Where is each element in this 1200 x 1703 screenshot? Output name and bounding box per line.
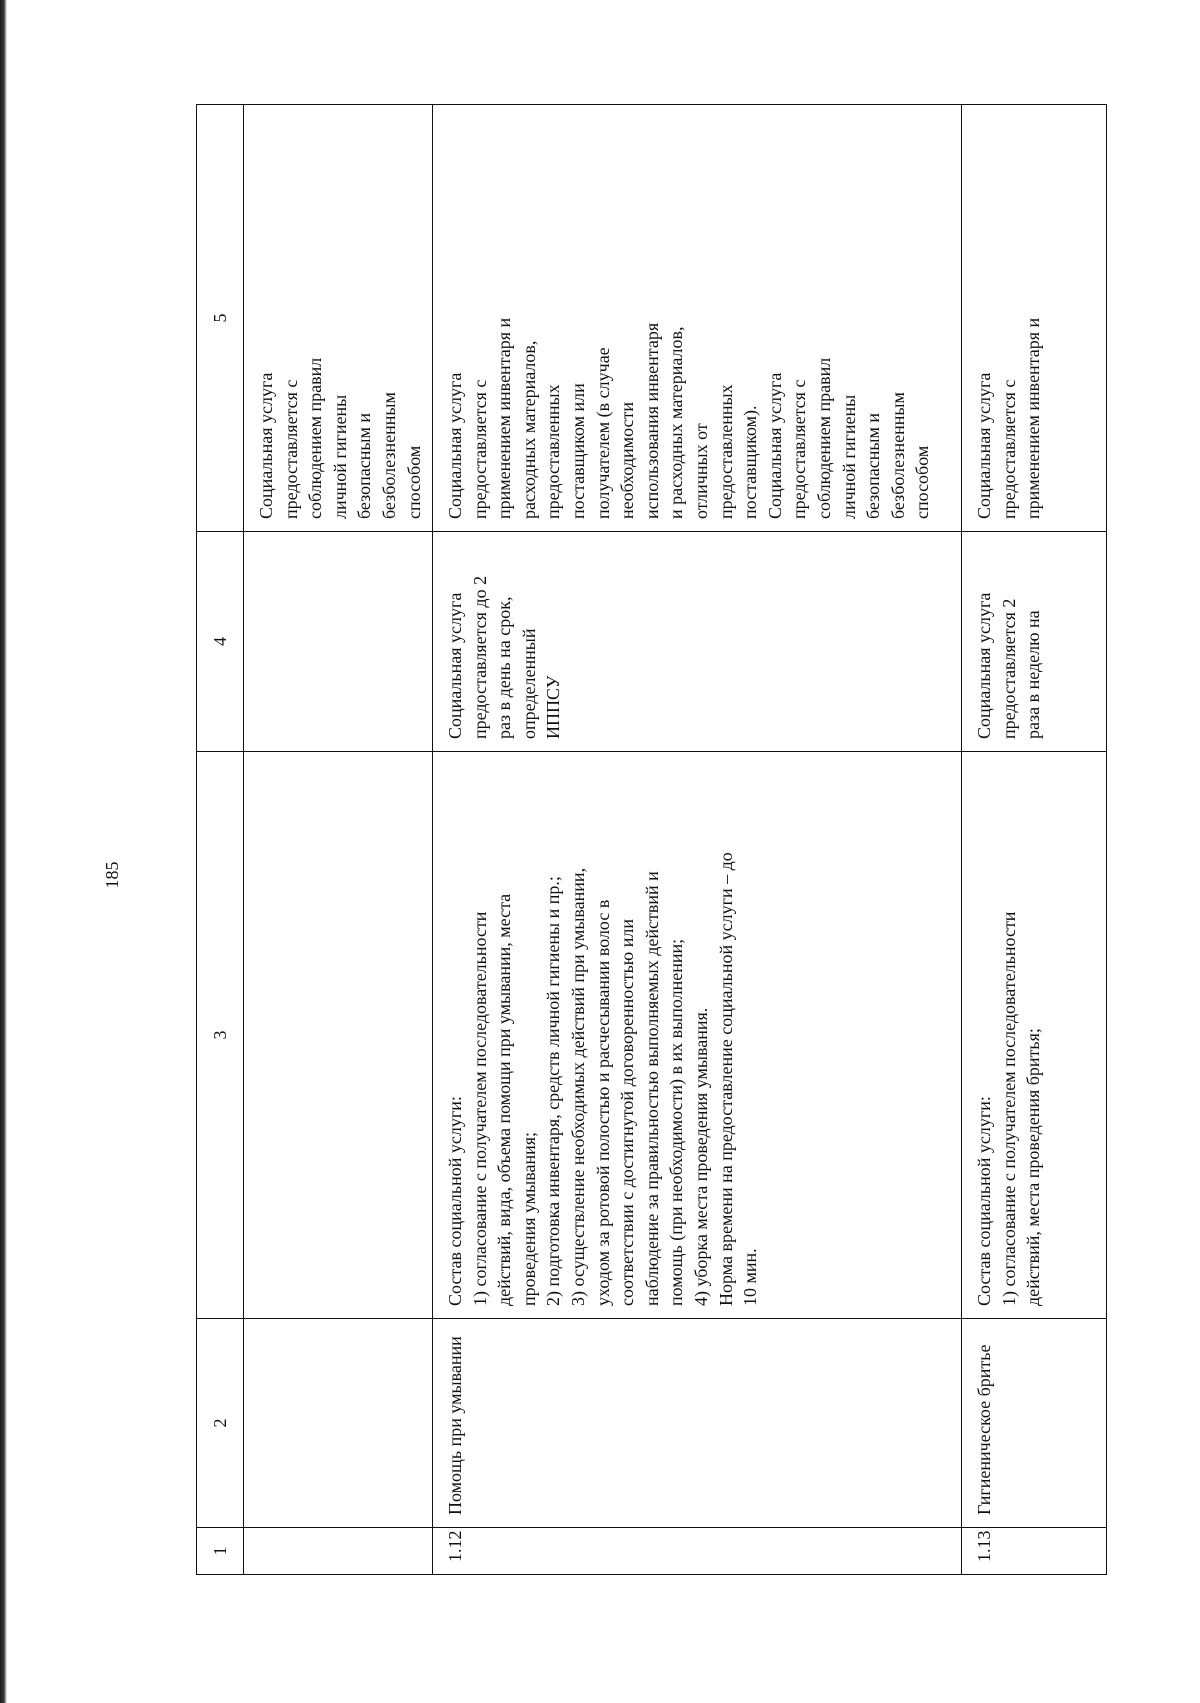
service-content-cell	[244, 752, 433, 1319]
header-cell-4: 4	[197, 532, 244, 752]
table-row	[244, 105, 433, 1575]
rotated-table-wrapper	[196, 105, 1106, 1575]
service-frequency-cell: Социальная услуга предоставляется 2 раза в неделю на	[962, 532, 1107, 752]
service-conditions-cell: Социальная услуга предоставляется с применением инвентаря и	[962, 105, 1107, 532]
header-cell-5: 5	[197, 105, 244, 532]
table-row	[962, 105, 1107, 1575]
service-content-cell: Состав социальной услуги: 1) согласование с получателем последовательности действий, места проведения бритья;	[962, 752, 1107, 1319]
page-number: 185	[102, 861, 122, 889]
header-cell-2: 2	[197, 1319, 244, 1528]
service-name-cell: Помощь при умывании	[433, 1319, 962, 1528]
services-table	[196, 104, 1107, 1575]
row-number-cell	[244, 1528, 433, 1575]
service-conditions-cell: Социальная услуга предоставляется с соблюдением правил личной гигиены безопасным и безболезненным способом	[244, 105, 433, 532]
service-frequency-cell	[244, 532, 433, 752]
header-row	[197, 105, 244, 1575]
service-name-cell	[244, 1319, 433, 1528]
service-name-cell: Гигиеническое бритье	[962, 1319, 1107, 1528]
table-row	[433, 105, 962, 1575]
header-cell-1: 1	[197, 1528, 244, 1575]
service-conditions-cell: Социальная услуга предоставляется с применением инвентаря и расходных материалов, предоставленных поставщиком или получателем (в случае необходимости использования инвентаря и расходных материалов, отличных от предоставленных поставщиком). Социальная услуга предоставляется с соблюдением правил личной гигиены безопасным и безболезненным способом	[433, 105, 962, 532]
row-number-cell: 1.13	[962, 1528, 1107, 1575]
service-frequency-cell: Социальная услуга предоставляется до 2 раз в день на срок, определенный ИППСУ	[433, 532, 962, 752]
service-content-cell: Состав социальной услуги: 1) согласование с получателем последовательности действий, вида, объема помощи при умывании, места проведения умывания; 2) подготовка инвентаря, средств личной гигиены и пр.; 3) осуществление необходимых действий при умывании, уходом за ротовой полостью и расчесывании волос в соответствии с достигнутой договоренностью или наблюдение за правильностью выполняемых действий и помощь (при необходимости) в их выполнении; 4) уборка места проведения умывания. Норма времени на предоставление социальной услуги – до 10 мин.	[433, 752, 962, 1319]
scan-edge	[0, 0, 7, 1703]
row-number-cell: 1.12	[433, 1528, 962, 1575]
header-cell-3: 3	[197, 752, 244, 1319]
